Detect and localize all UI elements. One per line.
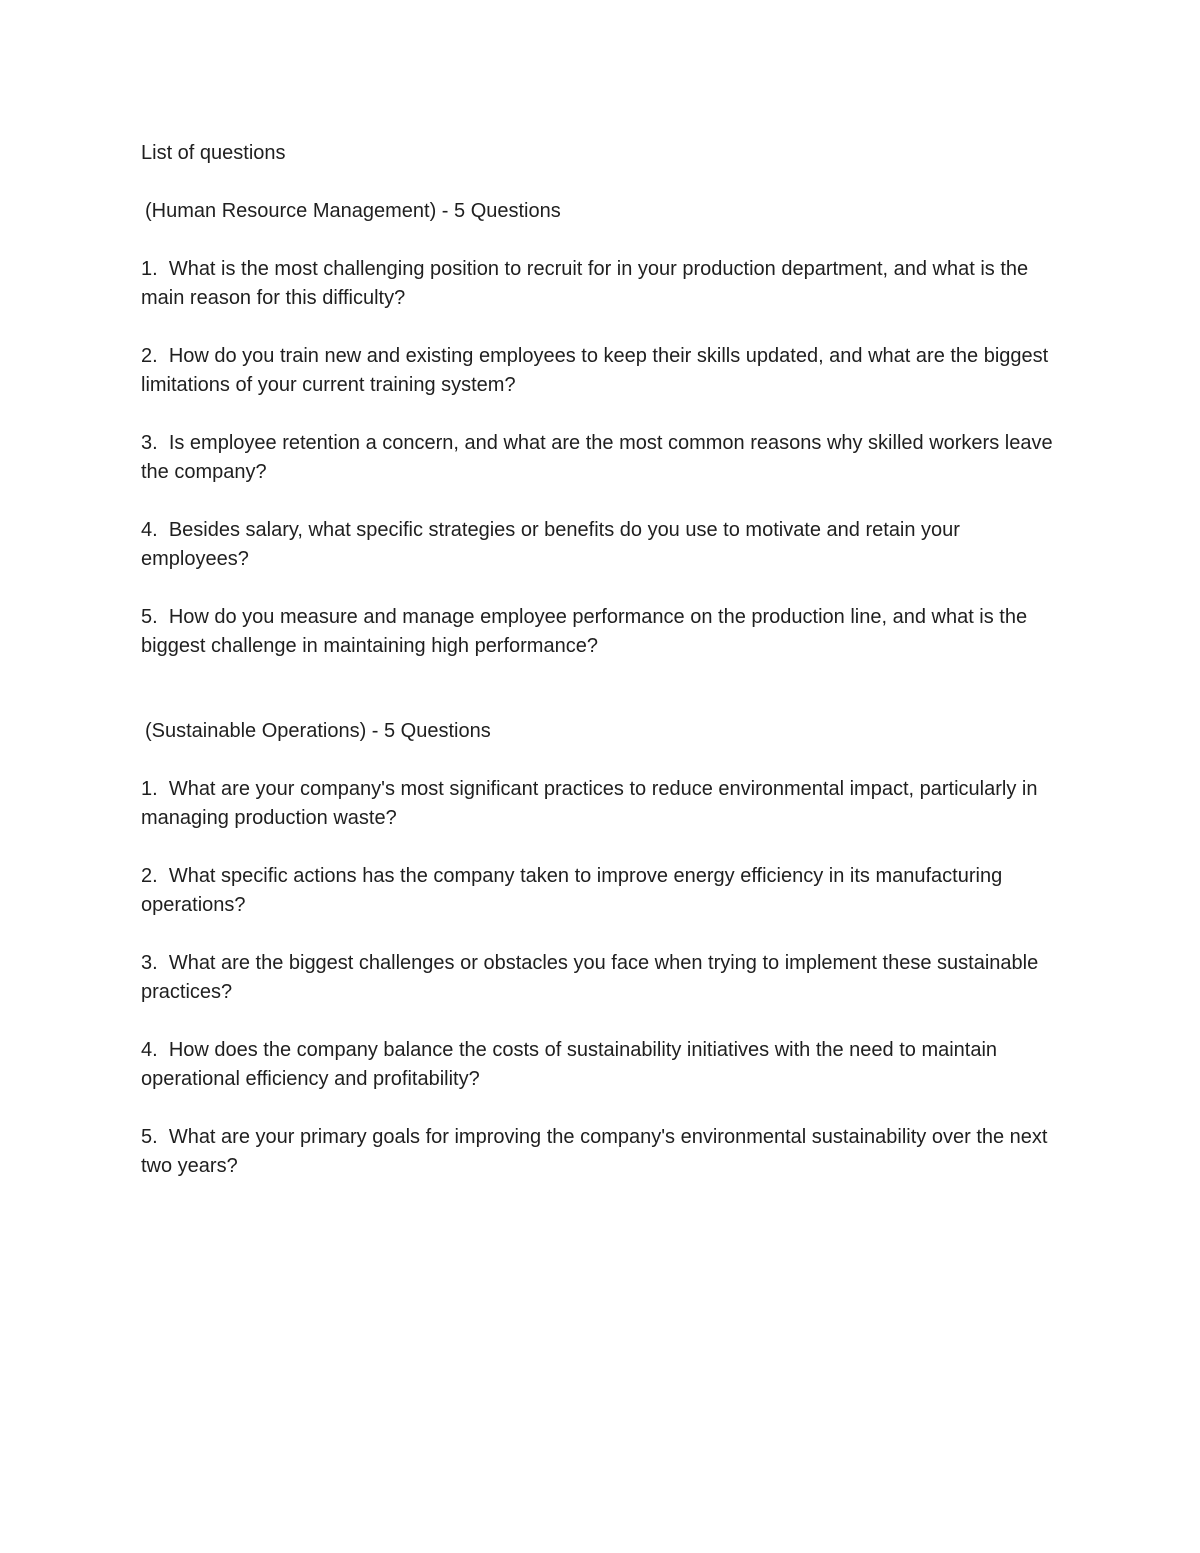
question-number: 4.	[141, 519, 158, 541]
question-number: 3.	[141, 952, 158, 974]
question-text: What are your primary goals for improving the company's environmental sustainability over the next two years?	[141, 1126, 1048, 1177]
spacer	[141, 226, 1061, 255]
question-text: How do you train new and existing employees to keep their skills updated, and what are the biggest limitations of your current training system?	[141, 345, 1049, 396]
question-number: 1.	[141, 778, 158, 800]
question-item	[141, 342, 1061, 400]
question-text: Besides salary, what specific strategies or benefits do you use to motivate and retain your employees?	[141, 519, 960, 570]
question-number: 2.	[141, 865, 158, 887]
question-item	[141, 1123, 1061, 1181]
question-number: 4.	[141, 1039, 158, 1061]
question-number: 2.	[141, 345, 158, 367]
spacer	[141, 746, 1061, 775]
question-text: What is the most challenging position to recruit for in your production department, and what is the main reason for this difficulty?	[141, 258, 1029, 309]
document-title: List of questions	[141, 142, 286, 164]
question-text: What specific actions has the company taken to improve energy efficiency in its manufacturing operations?	[141, 865, 1003, 916]
question-text: Is employee retention a concern, and what are the most common reasons why skilled workers leave the company?	[141, 432, 1053, 483]
question-text: What are the biggest challenges or obstacles you face when trying to implement these sustainable practices?	[141, 952, 1039, 1003]
spacer	[141, 661, 1061, 717]
question-number: 5.	[141, 606, 158, 628]
document-page	[141, 139, 1061, 1181]
section-hr	[141, 197, 1061, 661]
section-heading: (Sustainable Operations) - 5 Questions	[145, 720, 491, 742]
question-item	[141, 775, 1061, 833]
question-number: 5.	[141, 1126, 158, 1148]
question-item	[141, 603, 1061, 661]
question-item	[141, 255, 1061, 313]
question-item	[141, 1036, 1061, 1094]
question-list	[141, 255, 1061, 661]
section-heading: (Human Resource Management) - 5 Questions	[145, 200, 561, 222]
question-text: What are your company's most significant practices to reduce environmental impact, particularly in managing production waste?	[141, 778, 1038, 829]
question-number: 1.	[141, 258, 158, 280]
question-item	[141, 862, 1061, 920]
question-text: How does the company balance the costs of sustainability initiatives with the need to maintain operational efficiency and profitability?	[141, 1039, 998, 1090]
question-list	[141, 775, 1061, 1181]
question-item	[141, 949, 1061, 1007]
spacer	[141, 168, 1061, 197]
question-text: How do you measure and manage employee performance on the production line, and what is the biggest challenge in maintaining high performance?	[141, 606, 1028, 657]
question-item	[141, 429, 1061, 487]
question-number: 3.	[141, 432, 158, 454]
section-sustainability	[141, 717, 1061, 1181]
question-item	[141, 516, 1061, 574]
